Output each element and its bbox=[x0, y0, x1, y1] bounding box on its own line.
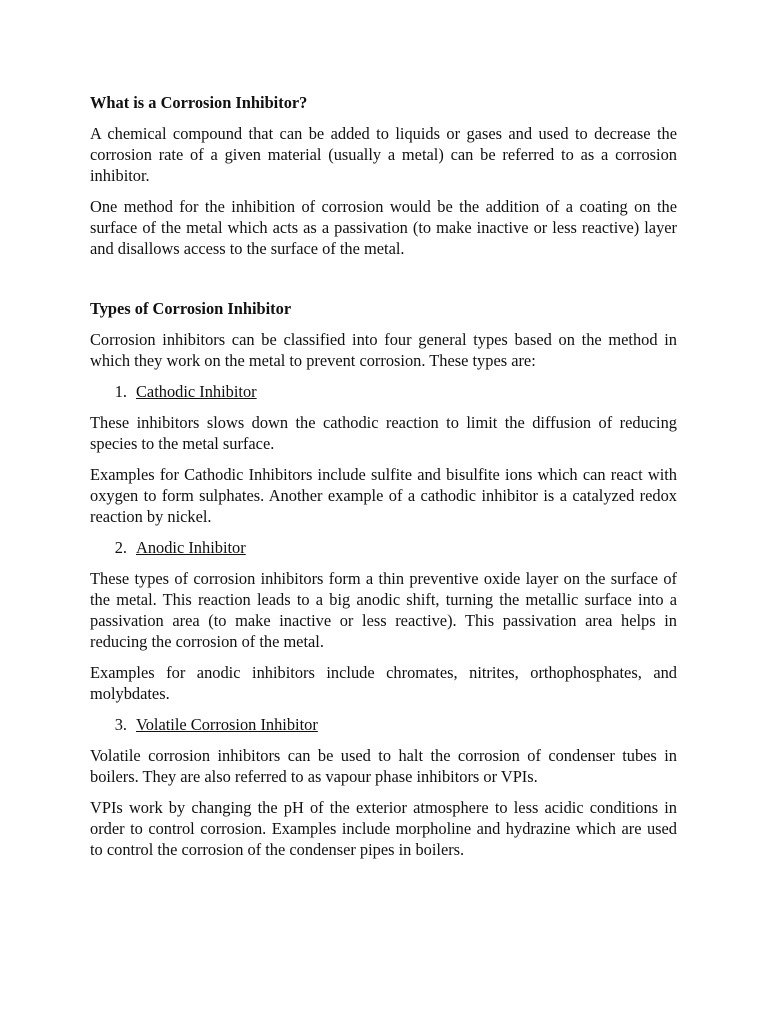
section-spacer bbox=[90, 269, 677, 298]
volatile-paragraph-description: Volatile corrosion inhibitors can be used to halt the corrosion of condenser tubes in boilers. They are also referred to as vapour phase inhibitors or VPIs. bbox=[90, 746, 677, 786]
intro-paragraph-definition: A chemical compound that can be added to liquids or gases and used to decrease the corrosion rate of a given material (usually a metal) can be referred to as a corrosion inhibitor. bbox=[90, 124, 677, 185]
section-heading-what-is: What is a Corrosion Inhibitor? bbox=[90, 93, 308, 112]
types-intro-paragraph: Corrosion inhibitors can be classified into four general types based on the method in which they work on the metal to prevent corrosion. These types are: bbox=[90, 330, 677, 370]
section-heading-types: Types of Corrosion Inhibitor bbox=[90, 299, 292, 318]
list-item-volatile bbox=[90, 714, 677, 735]
list-item-anodic bbox=[90, 537, 677, 558]
list-item-cathodic bbox=[90, 381, 677, 402]
list-number: 1. bbox=[114, 382, 127, 401]
volatile-paragraph-vpi: VPIs work by changing the pH of the exterior atmosphere to less acidic conditions in order to control corrosion. Examples include morpholine and hydrazine which are used to control the corrosion of the condenser pipes in boilers. bbox=[90, 798, 677, 859]
cathodic-paragraph-description: These inhibitors slows down the cathodic reaction to limit the diffusion of reducing species to the metal surface. bbox=[90, 413, 677, 453]
list-label-cathodic: Cathodic Inhibitor bbox=[136, 382, 257, 401]
list-number: 3. bbox=[114, 715, 127, 734]
list-label-volatile: Volatile Corrosion Inhibitor bbox=[136, 715, 318, 734]
list-number: 2. bbox=[114, 538, 127, 557]
cathodic-paragraph-examples: Examples for Cathodic Inhibitors include sulfite and bisulfite ions which can react with oxygen to form sulphates. Another example of a cathodic inhibitor is a catalyzed redox reaction by nickel. bbox=[90, 465, 677, 526]
anodic-paragraph-description: These types of corrosion inhibitors form a thin preventive oxide layer on the surface of the metal. This reaction leads to a big anodic shift, turning the metallic surface into a passivation area (to make inactive or less reactive). This passivation area helps in reducing the corrosion of the metal. bbox=[90, 569, 677, 651]
document-page bbox=[90, 92, 677, 870]
anodic-paragraph-examples: Examples for anodic inhibitors include chromates, nitrites, orthophosphates, and molybdates. bbox=[90, 663, 677, 703]
intro-paragraph-coating: One method for the inhibition of corrosion would be the addition of a coating on the surface of the metal which acts as a passivation (to make inactive or less reactive) layer and disallows access to the surface of the metal. bbox=[90, 197, 677, 258]
list-label-anodic: Anodic Inhibitor bbox=[136, 538, 246, 557]
